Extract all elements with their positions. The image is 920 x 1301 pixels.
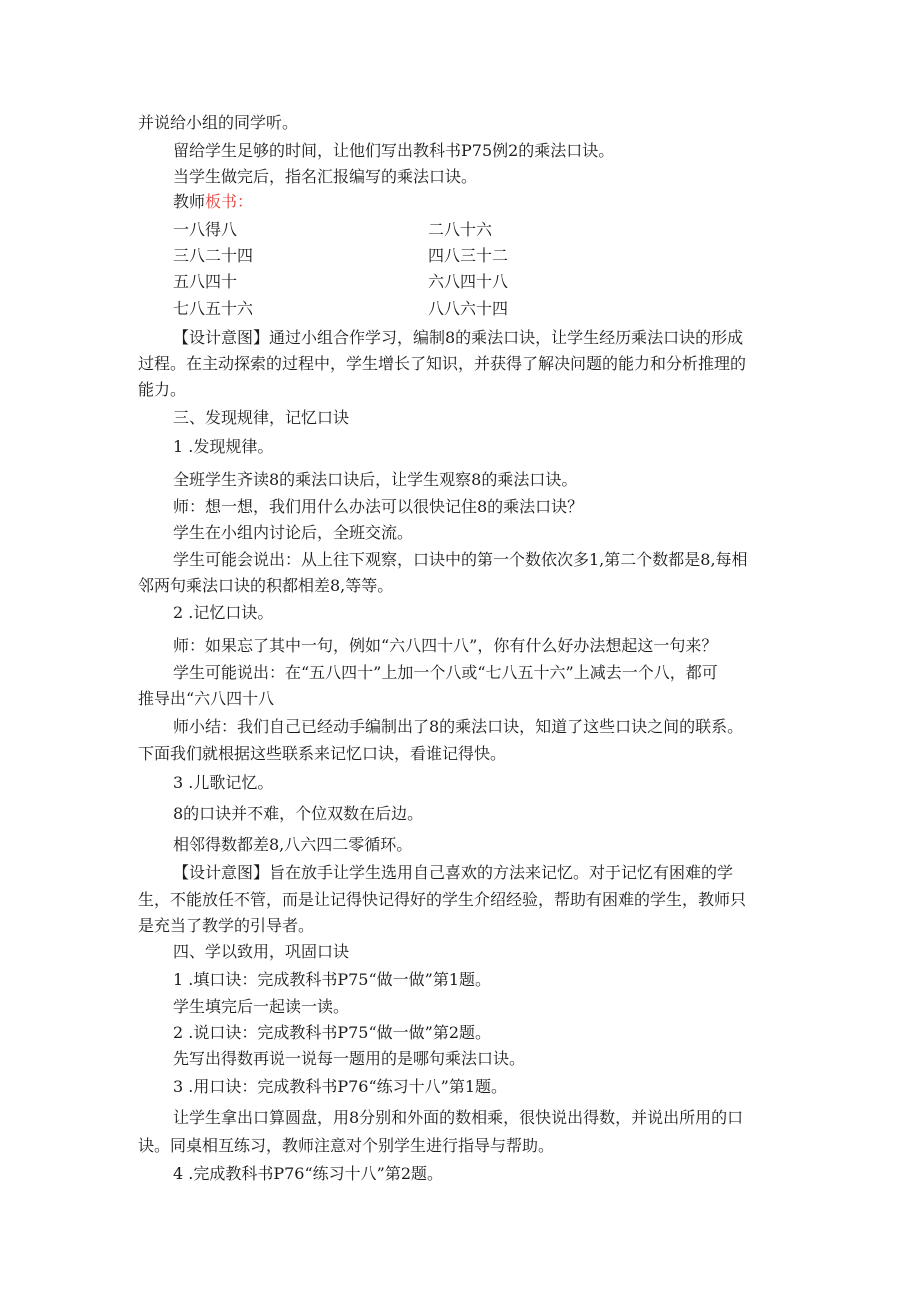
text-line: 师：如果忘了其中一句，例如“六八四十八”，你有什么好办法想起这一句来？ (173, 636, 718, 655)
koujue-item: 五八四十 (173, 272, 238, 291)
exercise-item: 3 .用口诀：完成教科书P76“练习十八”第1题。 (173, 1077, 508, 1096)
text-line: 让学生拿出口算圆盘，用8分别和外面的数相乘，很快说出得数，并说出所用的口 (173, 1108, 744, 1127)
board-heading-highlight: 板书： (205, 192, 254, 211)
exercise-item: 2 .说口诀：完成教科书P75“做一做”第2题。 (173, 1023, 492, 1042)
exercise-item: 4 .完成教科书P76“练习十八”第2题。 (173, 1164, 444, 1183)
text-line: 学生在小组内讨论后，全班交流。 (173, 523, 414, 542)
text-line: 下面我们就根据这些联系来记忆口诀，看谁记得快。 (138, 744, 507, 763)
text-line: 师小结：我们自己已经动手编制出了8的乘法口诀，知道了这些口诀之间的联系。 (173, 717, 744, 736)
text-line: 推导出“六八四十八 (138, 689, 275, 708)
rhyme-line: 相邻得数都差8,八六四二零循环。 (173, 835, 413, 854)
text-line: 师：想一想，我们用什么办法可以很快记住8的乘法口诀？ (173, 497, 584, 516)
text-line: 诀。同桌相互练习，教师注意对个别学生进行指导与帮助。 (138, 1136, 555, 1155)
exercise-item: 1 .填口诀：完成教科书P75“做一做”第1题。 (173, 970, 492, 989)
text-line: 留给学生足够的时间，让他们写出教科书P75例2的乘法口诀。 (173, 141, 615, 160)
text-line: 过程。在主动探索的过程中，学生增长了知识，并获得了解决问题的能力和分析推理的 (138, 354, 747, 373)
board-heading-prefix: 教师 (173, 192, 206, 211)
text-line: 当学生做完后，指名汇报编写的乘法口诀。 (173, 167, 478, 186)
section-heading: 四、学以致用，巩固口诀 (173, 942, 350, 961)
subsection-heading: 3 .儿歌记忆。 (173, 773, 274, 792)
text-line: 学生可能说出：在“五八四十”上加一个八或“七八五十六”上减去一个八，都可 (173, 663, 718, 682)
text-line: 生，不能放任不管，而是让记得快记得好的学生介绍经验，帮助有困难的学生，教师只 (138, 890, 747, 909)
text-line: 学生可能会说出：从上往下观察，口诀中的第一个数依次多1,第二个数都是8,每相 (173, 550, 748, 569)
text-line: 能力。 (138, 380, 187, 399)
text-line: 并说给小组的同学听。 (138, 113, 299, 132)
section-heading: 三、发现规律，记忆口诀 (173, 408, 350, 427)
text-line: 全班学生齐读8的乘法口诀后，让学生观察8的乘法口诀。 (173, 470, 578, 489)
koujue-item: 七八五十六 (173, 299, 254, 318)
design-intent: 【设计意图】旨在放手让学生选用自己喜欢的方法来记忆。对于记忆有困难的学 (173, 863, 734, 882)
koujue-item: 三八二十四 (173, 246, 254, 265)
koujue-item: 六八四十八 (428, 272, 509, 291)
subsection-heading: 1 .发现规律。 (173, 437, 274, 456)
koujue-item: 四八三十二 (428, 246, 509, 265)
text-line: 是充当了教学的引导者。 (138, 916, 315, 935)
koujue-item: 二八十六 (428, 220, 493, 239)
text-line: 邻两句乘法口诀的积都相差8,等等。 (138, 576, 394, 595)
koujue-item: 八八六十四 (428, 299, 509, 318)
board-heading (173, 189, 253, 215)
text-line: 先写出得数再说一说每一题用的是哪句乘法口诀。 (173, 1049, 526, 1068)
subsection-heading: 2 .记忆口诀。 (173, 603, 274, 622)
text-line: 学生填完后一起读一读。 (173, 997, 350, 1016)
rhyme-line: 8的口诀并不难，个位双数在后边。 (173, 804, 424, 823)
design-intent: 【设计意图】通过小组合作学习，编制8的乘法口诀，让学生经历乘法口诀的形成 (173, 328, 744, 347)
koujue-item: 一八得八 (173, 220, 238, 239)
